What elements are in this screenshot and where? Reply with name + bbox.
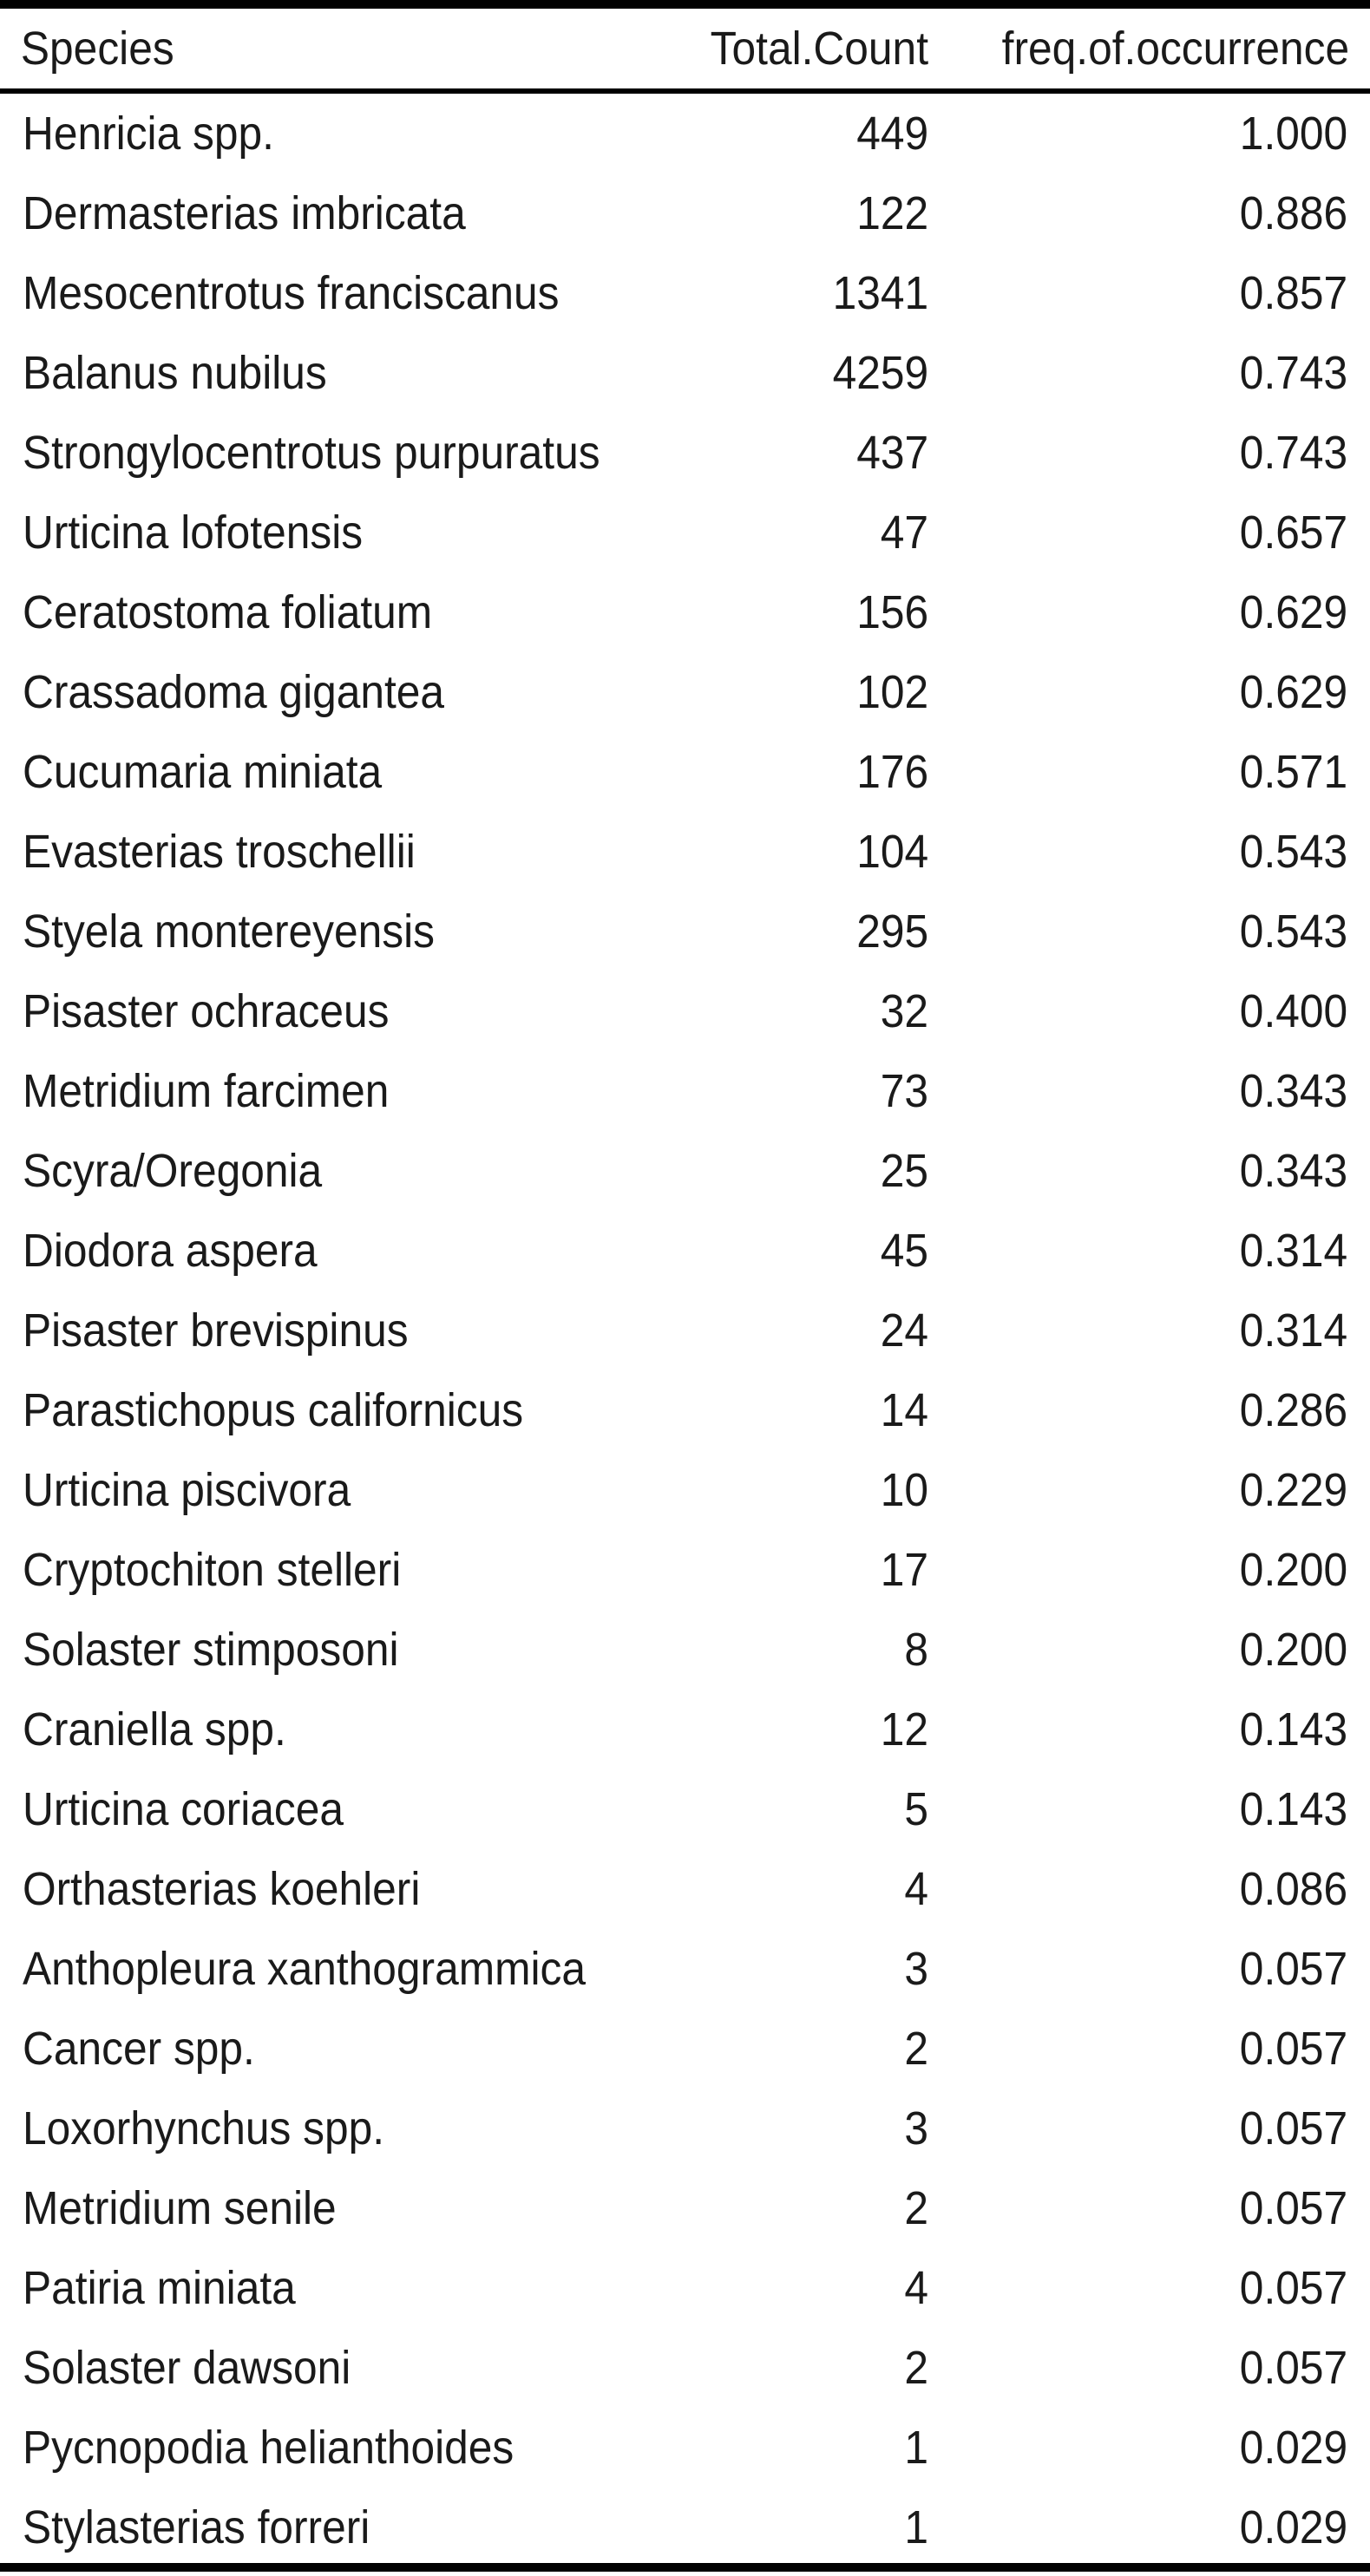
freq-cell-text: 0.057 [1239, 2023, 1347, 2075]
table-row [0, 652, 1370, 732]
freq-cell-text: 0.314 [1239, 1225, 1347, 1277]
total-count-cell-text: 45 [880, 1225, 928, 1277]
species-cell [0, 253, 659, 333]
total-count-cell-text: 449 [856, 108, 928, 160]
species-cell [0, 2328, 659, 2408]
table-row [0, 2248, 1370, 2328]
freq-cell-text: 0.200 [1239, 1624, 1347, 1676]
species-cell-text: Urticina coriacea [23, 1783, 344, 1835]
total-count-cell [659, 892, 928, 971]
total-count-cell [659, 971, 928, 1051]
total-count-cell-text: 10 [880, 1464, 928, 1516]
table-header [0, 9, 1370, 88]
species-cell [0, 652, 659, 732]
table-row [0, 88, 1370, 173]
total-count-cell-text: 4 [904, 2262, 928, 2314]
species-cell [0, 971, 659, 1051]
table-row [0, 333, 1370, 413]
table-row [0, 2009, 1370, 2089]
total-count-cell-text: 1 [904, 2501, 928, 2553]
total-count-cell [659, 1450, 928, 1530]
table-row [0, 1211, 1370, 1291]
total-count-cell [659, 253, 928, 333]
freq-cell-text: 0.086 [1239, 1863, 1347, 1915]
total-count-cell-text: 8 [904, 1624, 928, 1676]
table-row [0, 1929, 1370, 2009]
species-cell [0, 1929, 659, 2009]
freq-cell [928, 652, 1370, 732]
species-cell-text: Parastichopus californicus [23, 1384, 524, 1436]
freq-cell-text: 0.200 [1239, 1544, 1347, 1596]
freq-cell [928, 1051, 1370, 1131]
freq-cell [928, 732, 1370, 812]
table-row [0, 1450, 1370, 1530]
freq-cell-text: 0.657 [1239, 507, 1347, 559]
total-count-cell [659, 88, 928, 173]
total-count-cell-text: 1341 [832, 267, 928, 319]
total-count-cell [659, 812, 928, 892]
freq-cell [928, 2168, 1370, 2248]
header-total-count: Total.Count [710, 23, 928, 75]
total-count-cell [659, 1849, 928, 1929]
total-count-cell [659, 413, 928, 493]
freq-cell [928, 1849, 1370, 1929]
freq-cell [928, 892, 1370, 971]
total-count-cell [659, 572, 928, 652]
freq-cell-text: 0.343 [1239, 1065, 1347, 1117]
total-count-cell-text: 1 [904, 2422, 928, 2474]
total-count-cell-text: 122 [856, 187, 928, 239]
total-count-cell-text: 17 [880, 1544, 928, 1596]
freq-cell-text: 0.571 [1239, 746, 1347, 798]
species-cell [0, 493, 659, 572]
species-cell-text: Diodora aspera [23, 1225, 318, 1277]
freq-cell [928, 1370, 1370, 1450]
total-count-cell [659, 1051, 928, 1131]
total-count-cell-text: 4 [904, 1863, 928, 1915]
total-count-cell [659, 1370, 928, 1450]
freq-cell-text: 0.743 [1239, 427, 1347, 479]
total-count-cell [659, 1769, 928, 1849]
species-cell-text: Orthasterias koehleri [23, 1863, 421, 1915]
freq-cell [928, 2328, 1370, 2408]
species-cell-text: Urticina piscivora [23, 1464, 351, 1516]
species-cell-text: Cucumaria miniata [23, 746, 383, 798]
table-row [0, 413, 1370, 493]
total-count-cell-text: 3 [904, 2102, 928, 2154]
species-cell-text: Henricia spp. [23, 108, 274, 160]
header-row [0, 9, 1370, 88]
table-row [0, 1131, 1370, 1211]
freq-cell-text: 0.143 [1239, 1703, 1347, 1755]
species-cell [0, 1211, 659, 1291]
freq-cell-text: 0.857 [1239, 267, 1347, 319]
total-count-cell-text: 25 [880, 1145, 928, 1197]
species-cell [0, 333, 659, 413]
total-count-cell [659, 2009, 928, 2089]
total-count-cell [659, 1610, 928, 1690]
species-cell [0, 88, 659, 173]
table-row [0, 173, 1370, 253]
table-row [0, 572, 1370, 652]
species-cell-text: Cancer spp. [23, 2023, 255, 2075]
total-count-cell [659, 732, 928, 812]
freq-cell-text: 0.543 [1239, 906, 1347, 958]
table-row [0, 1849, 1370, 1929]
freq-cell [928, 2248, 1370, 2328]
total-count-cell [659, 2168, 928, 2248]
total-count-cell [659, 2408, 928, 2488]
freq-cell-text: 0.629 [1239, 586, 1347, 638]
total-count-cell [659, 173, 928, 253]
total-count-cell-text: 176 [856, 746, 928, 798]
total-count-cell-text: 2 [904, 2182, 928, 2234]
species-cell [0, 1849, 659, 1929]
freq-cell [928, 2408, 1370, 2488]
freq-cell [928, 1450, 1370, 1530]
table-row [0, 493, 1370, 572]
total-count-cell-text: 4259 [832, 347, 928, 399]
species-cell [0, 413, 659, 493]
total-count-cell-text: 156 [856, 586, 928, 638]
species-cell [0, 812, 659, 892]
freq-cell-text: 0.343 [1239, 1145, 1347, 1197]
species-cell [0, 1690, 659, 1769]
species-cell [0, 2488, 659, 2567]
total-count-cell-text: 14 [880, 1384, 928, 1436]
total-count-cell [659, 333, 928, 413]
freq-cell [928, 88, 1370, 173]
species-cell-text: Dermasterias imbricata [23, 187, 466, 239]
table-row [0, 812, 1370, 892]
table-row [0, 1530, 1370, 1610]
table-row [0, 2488, 1370, 2567]
total-count-cell-text: 2 [904, 2023, 928, 2075]
total-count-cell [659, 1929, 928, 2009]
freq-cell-text: 0.029 [1239, 2422, 1347, 2474]
freq-cell [928, 413, 1370, 493]
freq-cell-text: 0.314 [1239, 1304, 1347, 1357]
species-cell [0, 2408, 659, 2488]
freq-cell-text: 0.400 [1239, 985, 1347, 1037]
header-species: Species [20, 23, 174, 75]
freq-cell [928, 812, 1370, 892]
freq-cell [928, 1291, 1370, 1370]
species-cell-text: Strongylocentrotus purpuratus [23, 427, 600, 479]
freq-cell-text: 0.743 [1239, 347, 1347, 399]
freq-cell [928, 572, 1370, 652]
freq-cell [928, 1929, 1370, 2009]
table-row [0, 1370, 1370, 1450]
total-count-cell [659, 493, 928, 572]
freq-cell [928, 253, 1370, 333]
species-cell [0, 1530, 659, 1610]
top-rule [0, 0, 1370, 9]
freq-cell [928, 173, 1370, 253]
freq-cell-text: 0.057 [1239, 2102, 1347, 2154]
total-count-cell-text: 73 [880, 1065, 928, 1117]
freq-cell [928, 971, 1370, 1051]
species-cell-text: Loxorhynchus spp. [23, 2102, 385, 2154]
freq-cell [928, 1211, 1370, 1291]
total-count-cell-text: 32 [880, 985, 928, 1037]
freq-cell [928, 2488, 1370, 2567]
species-cell-text: Metridium farcimen [23, 1065, 390, 1117]
total-count-cell-text: 102 [856, 666, 928, 718]
freq-cell-text: 0.057 [1239, 2262, 1347, 2314]
header-freq-of-occurrence: freq.of.occurrence [1001, 23, 1350, 75]
species-cell-text: Metridium senile [23, 2182, 337, 2234]
species-cell [0, 2168, 659, 2248]
freq-cell [928, 2089, 1370, 2168]
species-cell-text: Ceratostoma foliatum [23, 586, 433, 638]
freq-cell [928, 1690, 1370, 1769]
freq-cell-text: 1.000 [1239, 108, 1347, 160]
total-count-cell-text: 47 [880, 507, 928, 559]
total-count-cell [659, 2089, 928, 2168]
species-cell [0, 1610, 659, 1690]
species-cell-text: Patiria miniata [23, 2262, 296, 2314]
species-cell-text: Urticina lofotensis [23, 507, 364, 559]
table-row [0, 1769, 1370, 1849]
freq-cell [928, 1769, 1370, 1849]
species-cell [0, 1051, 659, 1131]
freq-cell-text: 0.629 [1239, 666, 1347, 718]
total-count-cell-text: 5 [904, 1783, 928, 1835]
species-cell-text: Craniella spp. [23, 1703, 286, 1755]
table-row [0, 1610, 1370, 1690]
total-count-cell-text: 12 [880, 1703, 928, 1755]
total-count-cell [659, 1131, 928, 1211]
species-cell [0, 1450, 659, 1530]
table-row [0, 2089, 1370, 2168]
freq-cell [928, 333, 1370, 413]
total-count-cell [659, 2328, 928, 2408]
table-row [0, 253, 1370, 333]
total-count-cell-text: 295 [856, 906, 928, 958]
species-cell-text: Mesocentrotus franciscanus [23, 267, 560, 319]
freq-cell-text: 0.286 [1239, 1384, 1347, 1436]
total-count-cell [659, 1690, 928, 1769]
total-count-cell [659, 2248, 928, 2328]
freq-cell [928, 1610, 1370, 1690]
table-row [0, 732, 1370, 812]
freq-cell [928, 493, 1370, 572]
species-cell-text: Cryptochiton stelleri [23, 1544, 402, 1596]
freq-cell-text: 0.057 [1239, 2182, 1347, 2234]
table-row [0, 2408, 1370, 2488]
species-cell [0, 1291, 659, 1370]
species-table [0, 9, 1370, 2567]
species-cell-text: Stylasterias forreri [23, 2501, 370, 2553]
total-count-cell-text: 104 [856, 826, 928, 878]
total-count-cell [659, 1530, 928, 1610]
freq-cell-text: 0.057 [1239, 1943, 1347, 1995]
species-cell [0, 732, 659, 812]
species-cell-text: Solaster stimposoni [23, 1624, 399, 1676]
total-count-cell-text: 24 [880, 1304, 928, 1357]
total-count-cell-text: 3 [904, 1943, 928, 1995]
table-body [0, 88, 1370, 2567]
total-count-cell [659, 652, 928, 732]
freq-cell [928, 1530, 1370, 1610]
species-cell-text: Anthopleura xanthogrammica [23, 1943, 586, 1995]
species-cell-text: Crassadoma gigantea [23, 666, 445, 718]
total-count-cell-text: 437 [856, 427, 928, 479]
species-cell [0, 1370, 659, 1450]
freq-cell-text: 0.886 [1239, 187, 1347, 239]
species-cell [0, 1769, 659, 1849]
total-count-cell [659, 1211, 928, 1291]
species-cell-text: Pisaster brevispinus [23, 1304, 409, 1357]
table-row [0, 2328, 1370, 2408]
freq-cell-text: 0.029 [1239, 2501, 1347, 2553]
freq-cell [928, 2009, 1370, 2089]
table-row [0, 971, 1370, 1051]
species-cell-text: Styela montereyensis [23, 906, 435, 958]
species-cell [0, 173, 659, 253]
species-cell-text: Solaster dawsoni [23, 2342, 351, 2394]
total-count-cell-text: 2 [904, 2342, 928, 2394]
species-cell-text: Scyra/Oregonia [23, 1145, 323, 1197]
species-cell [0, 2248, 659, 2328]
species-cell-text: Evasterias troschellii [23, 826, 416, 878]
species-cell [0, 1131, 659, 1211]
species-cell [0, 892, 659, 971]
table-row [0, 1291, 1370, 1370]
total-count-cell [659, 1291, 928, 1370]
species-cell-text: Pisaster ochraceus [23, 985, 390, 1037]
table-row [0, 1051, 1370, 1131]
freq-cell-text: 0.057 [1239, 2342, 1347, 2394]
freq-cell-text: 0.143 [1239, 1783, 1347, 1835]
freq-cell-text: 0.543 [1239, 826, 1347, 878]
species-cell [0, 572, 659, 652]
species-cell [0, 2089, 659, 2168]
table-row [0, 2168, 1370, 2248]
species-cell [0, 2009, 659, 2089]
species-cell-text: Pycnopodia helianthoides [23, 2422, 515, 2474]
species-cell-text: Balanus nubilus [23, 347, 327, 399]
freq-cell-text: 0.229 [1239, 1464, 1347, 1516]
table-row [0, 892, 1370, 971]
table-row [0, 1690, 1370, 1769]
total-count-cell [659, 2488, 928, 2567]
freq-cell [928, 1131, 1370, 1211]
